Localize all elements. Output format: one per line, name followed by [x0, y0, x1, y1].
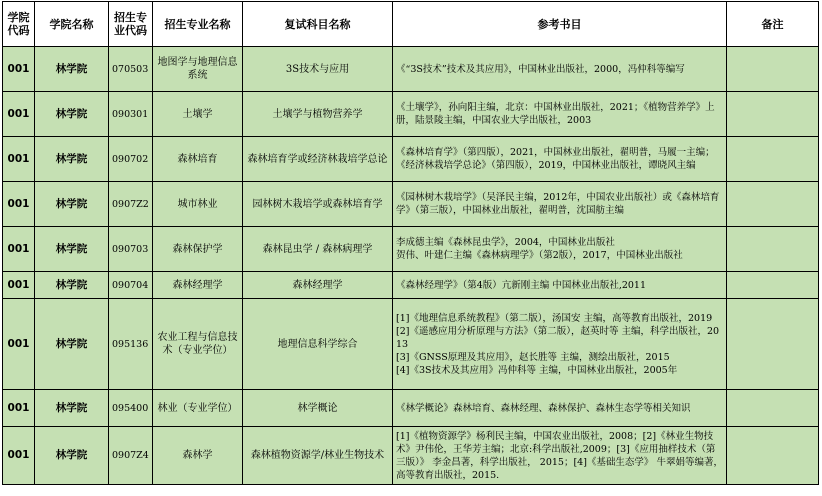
cell-exam-subject: 森林培育学或经济林栽培学总论 [243, 137, 393, 182]
table-row [3, 227, 819, 272]
cell-reference-books: 《森林培育学》（第四版），2021，中国林业出版社，翟明普，马履一主编；《经济林栽培学总论》（第四版），2019，中国林业出版社，谭晓风主编 [393, 137, 727, 182]
header-exam-subject: 复试科目名称 [243, 2, 393, 47]
admission-table-page [2, 1, 819, 485]
cell-college-name: 林学院 [35, 92, 109, 137]
cell-remarks [727, 182, 819, 227]
cell-remarks [727, 227, 819, 272]
table-row [3, 182, 819, 227]
table-row [3, 137, 819, 182]
cell-college-name: 林学院 [35, 182, 109, 227]
cell-reference-books: [1]《地理信息系统教程》（第二版），汤国安 主编，高等教育出版社，2019 [2]《遥感应用分析原理与方法》（第二版），赵英时等 主编，科学出版社，2013 [3]《GNSS原理及其应用》，赵长胜等 主编，测绘出版社，2015 [4]《3S技术及其应用》冯仲科等 主编，中国林业出版社，2005年 [393, 299, 727, 390]
table-row [3, 272, 819, 299]
cell-exam-subject: 土壤学与植物营养学 [243, 92, 393, 137]
table-row [3, 92, 819, 137]
cell-major-code: 090704 [109, 272, 153, 299]
cell-college-code: 001 [3, 92, 35, 137]
cell-exam-subject: 地理信息科学综合 [243, 299, 393, 390]
cell-remarks [727, 47, 819, 92]
header-major-name: 招生专业名称 [153, 2, 243, 47]
cell-reference-books: 《森林经理学》（第4版）亢新刚主编 中国林业出版社,2011 [393, 272, 727, 299]
table-header-row [3, 2, 819, 47]
cell-remarks [727, 92, 819, 137]
cell-major-name: 林业（专业学位） [153, 390, 243, 427]
header-college-name: 学院名称 [35, 2, 109, 47]
cell-college-code: 001 [3, 227, 35, 272]
cell-reference-books: 《“3S技术”技术及其应用》，中国林业出版社，2000，冯仲科等编写 [393, 47, 727, 92]
cell-reference-books: 《土壤学》，孙向阳主编，北京：中国林业出版社，2021；《植物营养学》上册，陆景陵主编，中国农业大学出版社，2003 [393, 92, 727, 137]
cell-major-code: 090301 [109, 92, 153, 137]
cell-major-name: 土壤学 [153, 92, 243, 137]
cell-exam-subject: 森林昆虫学 / 森林病理学 [243, 227, 393, 272]
reexam-subjects-table [2, 1, 819, 485]
cell-college-code: 001 [3, 427, 35, 485]
cell-major-name: 地图学与地理信息系统 [153, 47, 243, 92]
cell-reference-books: 李成德主编《森林昆虫学》，2004，中国林业出版社 贺伟、叶建仁主编《森林病理学》（第2版），2017，中国林业出版社 [393, 227, 727, 272]
cell-college-name: 林学院 [35, 272, 109, 299]
cell-major-code: 0907Z2 [109, 182, 153, 227]
cell-remarks [727, 427, 819, 485]
cell-college-code: 001 [3, 137, 35, 182]
cell-major-name: 森林经理学 [153, 272, 243, 299]
cell-exam-subject: 森林经理学 [243, 272, 393, 299]
cell-college-code: 001 [3, 272, 35, 299]
cell-college-name: 林学院 [35, 47, 109, 92]
cell-reference-books: 《林学概论》森林培育、森林经理、森林保护、森林生态学等相关知识 [393, 390, 727, 427]
cell-major-code: 095136 [109, 299, 153, 390]
cell-major-name: 城市林业 [153, 182, 243, 227]
cell-remarks [727, 137, 819, 182]
cell-major-name: 农业工程与信息技术（专业学位） [153, 299, 243, 390]
cell-college-name: 林学院 [35, 427, 109, 485]
cell-remarks [727, 299, 819, 390]
cell-major-code: 090702 [109, 137, 153, 182]
cell-exam-subject: 园林树木栽培学或森林培育学 [243, 182, 393, 227]
header-reference-books: 参考书目 [393, 2, 727, 47]
cell-exam-subject: 森林植物资源学/林业生物技术 [243, 427, 393, 485]
cell-college-code: 001 [3, 47, 35, 92]
table-row [3, 390, 819, 427]
cell-college-name: 林学院 [35, 299, 109, 390]
cell-college-name: 林学院 [35, 390, 109, 427]
cell-college-code: 001 [3, 182, 35, 227]
cell-major-code: 090703 [109, 227, 153, 272]
cell-college-code: 001 [3, 390, 35, 427]
table-row [3, 427, 819, 485]
cell-college-name: 林学院 [35, 137, 109, 182]
header-major-code: 招生专业代码 [109, 2, 153, 47]
table-row [3, 299, 819, 390]
cell-major-code: 095400 [109, 390, 153, 427]
header-college-code: 学院代码 [3, 2, 35, 47]
cell-major-name: 森林保护学 [153, 227, 243, 272]
cell-exam-subject: 林学概论 [243, 390, 393, 427]
table-body [3, 47, 819, 485]
cell-college-name: 林学院 [35, 227, 109, 272]
cell-remarks [727, 390, 819, 427]
cell-reference-books: [1]《植物资源学》杨利民主编，中国农业出版社，2008；[2]《林业生物技术》尹伟伦，王华芳主编；北京:科学出版社,2009；[3]《应用抽样技术（第三版）》 李金昌著，科学出版社， 2015；[4]《基础生态学》 牛翠娟等编著，高等教育出版社，2015. [393, 427, 727, 485]
cell-college-code: 001 [3, 299, 35, 390]
cell-major-code: 0907Z4 [109, 427, 153, 485]
cell-exam-subject: 3S技术与应用 [243, 47, 393, 92]
cell-major-code: 070503 [109, 47, 153, 92]
cell-remarks [727, 272, 819, 299]
cell-reference-books: 《园林树木栽培学》（吴泽民主编，2012年，中国农业出版社）或《森林培育学》（第三版），中国林业出版社，翟明普，沈国舫主编 [393, 182, 727, 227]
table-row [3, 47, 819, 92]
header-remarks: 备注 [727, 2, 819, 47]
cell-major-name: 森林培育 [153, 137, 243, 182]
cell-major-name: 森林学 [153, 427, 243, 485]
